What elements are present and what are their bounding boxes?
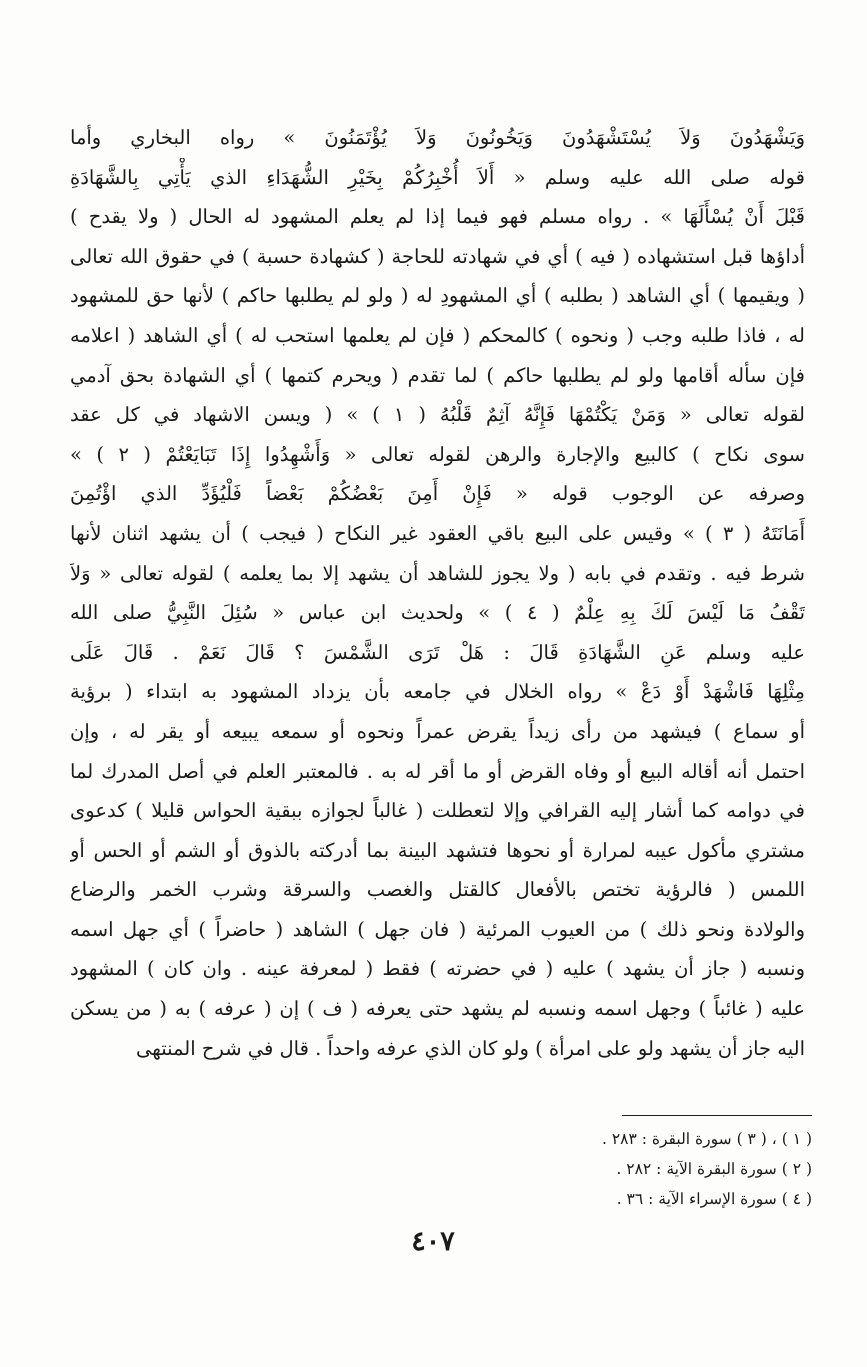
text-line: والولادة ونحو ذلك ) من العيوب المرئية ( فان جهل ) الشاهد ( حاضراً ) أي جهل اسمه [70,917,805,941]
text-line: ونسبه ( جاز أن يشهد ) عليه ( في حضرته ) فقط ( لمعرفة عينه . وان كان ) المشهود [70,957,805,981]
text-line: ( ويقيمها ) أي الشاهد ( بطلبه ) أي المشهودِ له ( ولو لم يطلبها حاكم ) لأنها حق للمشهود [70,284,805,308]
text-line: سوى نكاح ) كالبيع والإجارة والرهن لقوله تعالى « وَأَشْهِدُوا إِذَا تَبَايَعْتُمْ ( ٢ ) » [70,442,805,466]
footnotes [300,1124,812,1214]
text-line: عليه ( غائباً ) وجهل اسمه ونسبه لم يشهد حتى يعرفه ( ف ) إن ( عرفه ) به ( من يسكن [70,997,805,1021]
text-line: تَقْفُ مَا لَيْسَ لَكَ بِهِ عِلْمٌ ( ٤ ) » ولحديث ابن عباس « سُئِلَ النَّبِيُّ صلى الله [70,601,805,625]
text-line: مشتري مأكول عيبه لمرارة أو نحوها فتشهد البينة بما أدركته بالذوق أو الشم أو الحس أو [70,838,805,862]
text-line: فإن سأله أقامها ولو لم يطلبها حاكم ) لما تقدم ( ويحرم كتمها ) أي الشهادة بحق آدمي [70,363,805,387]
main-text [70,118,805,1068]
text-line: قَبْلَ أَنْ يُسْأَلَهَا » . رواه مسلم فهو فيما إذا لم يعلم المشهود له الحال ( ولا يقدح ) [70,205,805,229]
text-line: اليه جاز أن يشهد ولو على امرأة ) ولو كان الذي عرفه واحداً . قال في شرح المنتهى [136,1036,805,1060]
text-line: مِثْلِهَا فَاشْهَدْ أَوْ دَعْ » رواه الخلال في جامعه بأن يزداد المشهود به ابتداء ( برؤية [70,680,805,704]
footnote-item: ( ١ ) ، ( ٣ ) سورة البقرة : ٢٨٣ . [601,1130,812,1148]
footnote-divider [622,1115,812,1116]
text-line: وَيَشْهَدُونَ وَلاَ يُسْتَشْهَدُونَ وَيَخُونُونَ وَلاَ يُؤْتَمَنُونَ » رواه البخاري وأما [70,126,805,149]
text-line: له ، فاذا طلبه وجب ( ونحوه ) كالمحكم ( فإن لم يعلمها استحب له ) أي الشاهد ( اعلامه [70,323,805,347]
text-line: أو سماع ) فيشهد من رأى زيداً يقرض عمراً ونحوه أو سمعه يبيعه أو يقر له ، وإن [70,719,805,743]
text-line: أداؤها قبل استشهاده ( فيه ) أي في شهادته للحاجة ( كشهادة حسبة ) في حقوق الله تعالى [70,244,805,268]
page-number: ٤٠٧ [411,1226,455,1257]
text-line: في دوامه كما أشار إليه القرافي وإلا لتعطلت ( غالباً لجوازه ببقية الحواس قليلا ) كدعوى [70,799,805,823]
text-line: اللمس ( فالرؤية تختص بالأفعال كالقتل والغصب والسرقة وشرب الخمر والرضاع [70,878,805,902]
text-line: شرط فيه . وتقدم في بابه ( ولا يجوز للشاهد أن يشهد إلا بما يعلمه ) لقوله تعالى « وَلاَ [70,561,805,585]
text-line: عليه وسلم عَنِ الشَّهَادَةِ قَالَ : هَلْ تَرَى الشَّمْسَ ؟ قَالَ نَعَمْ . قَالَ عَلَى [70,640,805,664]
text-line: لقوله تعالى « وَمَنْ يَكْتُمْهَا فَإِنَّهُ آثِمٌ قَلْبُهُ ( ١ ) » ( ويسن الاشهاد في كل عقد [70,403,805,427]
text-line: أَمَانَتَهُ ( ٣ ) » وقيس على البيع باقي العقود غير النكاح ( فيجب ) أن يشهد اثنان لأنها [70,521,805,545]
text-line: احتمل أنه أقاله البيع أو وفاه القرض أو ما أقر له به . فالمعتبر العلم في أصل المدرك لما [70,759,805,783]
footnote-item: ( ٤ ) سورة الإسراء الآية : ٣٦ . [616,1190,812,1208]
footnote-item: ( ٢ ) سورة البقرة الآية : ٢٨٢ . [616,1160,812,1178]
text-line: قوله صلى الله عليه وسلم « أَلاَ أُخْبِرُكُمْ بِخَيْرِ الشُّهَدَاءِ الذي يَأْتِي بِالشَّهَادَةِ [70,165,805,189]
text-line: وصرفه عن الوجوب قوله « فَإِنْ أَمِنَ بَعْضُكُمْ بَعْضاً فَلْيُؤَدِّ الذي اؤْتُمِنَ [70,482,805,506]
